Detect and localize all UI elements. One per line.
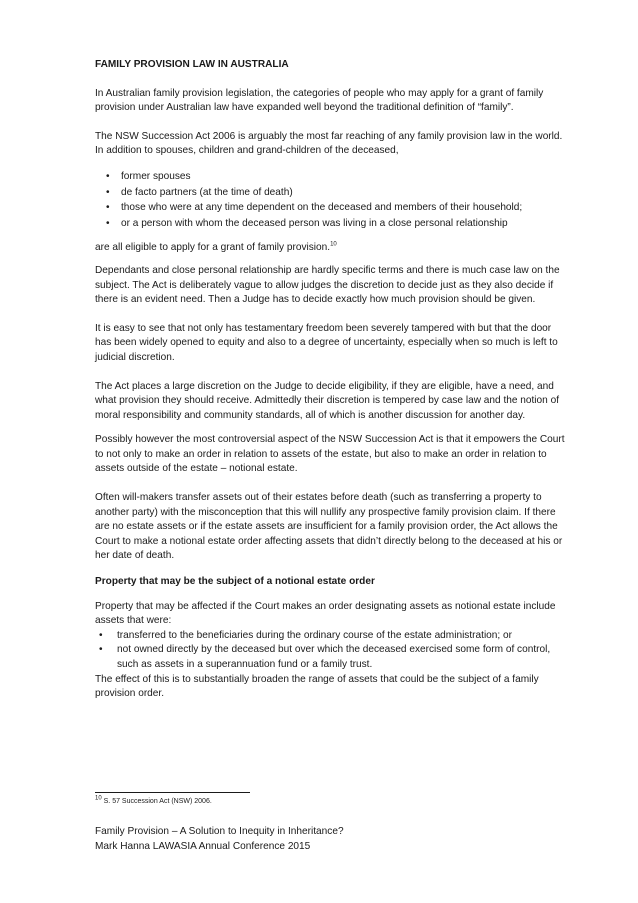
paragraph-will-makers: Often will-makers transfer assets out of their estates before death (such as transferring a property to another party) with the misconception that this will nullify any prospective family provision claim. If there are no estate assets or if the estate assets are insufficient for a family provision order, the Act allows the Court to make a notional estate order affecting assets that didn’t directly belong to the deceased at his or her date of death. [95,492,563,562]
paragraph-controversial-aspect: Possibly however the most controversial aspect of the NSW Succession Act is that it empowers the Court to not only to make an order in relation to assets of the estate, but also to make an order in relation to assets outside of the estate – notional estate. [95,434,565,475]
footnote [95,797,212,806]
paragraph-property: Property that may be affected if the Court makes an order designating assets as notional estate include assets that were: [95,600,556,627]
paragraph-effect: The effect of this is to substantially broaden the range of assets that could be the subject of a family provision order. [95,673,539,700]
footer-author: Mark Hanna LAWASIA Annual Conference 2015 [95,841,311,852]
paragraph-nsw-act: The NSW Succession Act 2006 is arguably the most far reaching of any family provision law in the world. In addition to spouses, children and grand-children of the deceased, [95,130,563,157]
paragraph-eligible [95,241,565,256]
list-item: • transferred to the beneficiaries during the ordinary course of the estate administration; or [95,629,565,644]
footnote-number: 10 [95,795,102,802]
page-footer [95,824,344,854]
paragraph-dependants: Dependants and close personal relationship are hardly specific terms and there is much case law on the subject. The Act is deliberately vague to allow judges the discretion to decide just as they also decide if there is an evident need. Then a Judge has to decide exactly how much provision should be given. [95,264,560,306]
list-item: • or a person with whom the deceased person was living in a close personal relationship [95,217,565,232]
document-body [95,58,565,702]
eligible-persons-list [95,170,565,231]
footnote-text: S. 57 Succession Act (NSW) 2006. [101,798,212,805]
notional-estate-list [95,629,565,673]
list-item: • not owned directly by the deceased but over which the deceased exercised some form of control, such as assets in a superannuation fund or a family trust. [95,643,565,672]
section-heading: Property that may be the subject of a notional estate order [95,576,375,588]
list-item: • de facto partners (at the time of death) [95,186,565,201]
document-title: FAMILY PROVISION LAW IN AUSTRALIA [95,59,289,70]
footnote-divider [95,792,250,793]
paragraph-judicial-discretion: The Act places a large discretion on the Judge to decide eligibility, if they are eligible, have a need, and what provision they should receive. Admittedly their discretion is tempered by case law and the notion of moral responsibility and community standards, all of which is another discussion for another day. [95,380,560,421]
paragraph-intro: In Australian family provision legislation, the categories of people who may apply for a grant of family provision under Australian law have expanded well beyond the traditional definition of “family”. [95,87,544,114]
footnote-reference: 10 [330,241,337,248]
list-item: • those who were at any time dependent on the deceased and members of their household; [95,201,565,216]
footer-title: Family Provision – A Solution to Inequity in Inheritance? [95,826,344,837]
paragraph-testamentary-freedom: It is easy to see that not only has testamentary freedom been severely tampered with but that the door has been widely opened to equity and also to a degree of uncertainty, especially when so much is left to judicial discretion. [95,322,558,363]
paragraph-eligible-text: are all eligible to apply for a grant of family provision. [95,242,331,254]
list-item: • former spouses [95,170,565,185]
